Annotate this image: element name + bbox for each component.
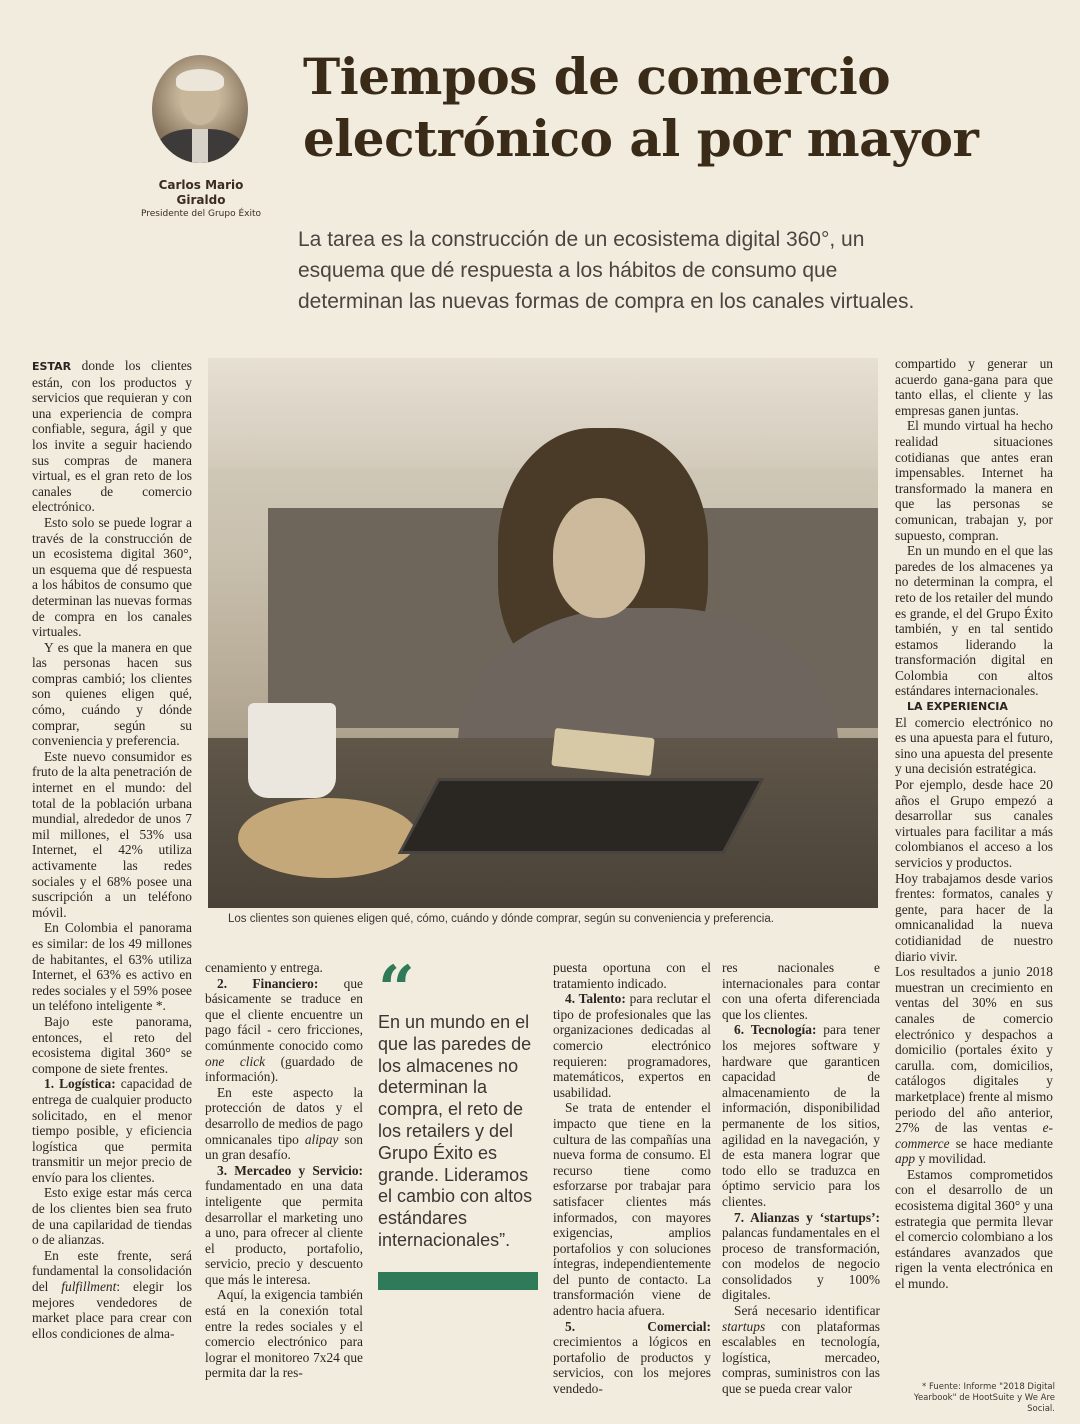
footnote: * Fuente: Informe "2018 Digital Yearbook" de HootSuite y We Are Social.	[913, 1382, 1055, 1414]
paragraph: Será necesario identificar startups con plataformas escalables en tecnología, logística, mercadeo, compras, suministros con las que se pueda crear valor	[722, 1303, 880, 1397]
column-5	[722, 960, 880, 1397]
paragraph: Por ejemplo, desde hace 20 años el Grupo empezó a desarrollar sus canales virtuales para facilitar a más colombianos el acceso a los servicios y productos.	[895, 777, 1053, 870]
photo-caption: Los clientes son quienes eligen qué, cómo, cuándo y dónde comprar, según su conveniencia y preferencia.	[228, 913, 774, 925]
quote-bar	[378, 1272, 538, 1290]
author-role: Presidente del Grupo Éxito	[141, 209, 261, 219]
article-dek: La tarea es la construcción de un ecosistema digital 360°, un esquema que dé respuesta a los hábitos de consumo que determinan las nuevas formas de compra en los canales virtuales.	[298, 228, 915, 313]
paragraph: Esto solo se puede lograr a través de la construcción de un ecosistema digital 360°, un esquema que dé respuesta a los hábitos de consumo que determinan las nuevas formas de compra en los canales virtuales.	[32, 514, 192, 640]
paragraph: En Colombia el panorama es similar: de los 49 millones de habitantes, el 63% utiliza Internet, el 63% es activo en redes sociales y el 59% posee un teléfono inteligente *.	[32, 920, 192, 1014]
paragraph: En un mundo en el que las paredes de los almacenes ya no determinan la compra, el reto de los retailer del mundo es grande, el del Grupo Éxito también, y en tal sentido estamos liderando la transformación digital en Colombia con altos estándares internacionales.	[895, 543, 1053, 699]
paragraph: Aquí, la exigencia también está en la conexión total entre la redes sociales y el comercio electrónico para lograr el monitoreo 7x24 que permita dar la res-	[205, 1287, 363, 1381]
author-name: Carlos Mario Giraldo	[158, 178, 244, 207]
column-4	[553, 960, 711, 1397]
paragraph: 3. Mercadeo y Servicio: fundamentado en una data inteligente que permita desarrollar el marketing uno a uno, para ofrecer al cliente el producto, portafolio, servicio, precio y descuento que más le interesa.	[205, 1162, 363, 1287]
quote-mark-icon: “	[378, 952, 415, 1027]
paragraph: 7. Alianzas y ‘startups’: palancas fundamentales en el proceso de transformación, con modelos de negocio consolidados y 100% digitales.	[722, 1209, 880, 1303]
column-2	[205, 960, 363, 1381]
paragraph: Hoy trabajamos desde varios frentes: formatos, canales y gente, para hacer de la omnicanalidad la nueva cotidianidad de nuestro diario vivir.	[895, 870, 1053, 964]
paragraph: res nacionales e internacionales para contar con una oferta diferenciada que los clientes.	[722, 960, 880, 1022]
paragraph: 4. Talento: para reclutar el tipo de profesionales que las organizaciones dedicadas al comercio electrónico requieren: programadores, matemáticos, expertos en usabilidad.	[553, 991, 711, 1100]
column-1: ESTAR donde los clientes están, con los productos y servicios que requieran y con una experiencia de compra confiable, segura, ágil y que los invite a seguir haciendo sus compras de manera virtual, es el gran reto de los canales de comercio electrónico. Esto solo se puede lograr a través de la construcción de un ecosistema digital 360°, un esquema que dé respuesta a los hábitos de consumo que determinan las nuevas formas de compra en los canales virtuales. Y es que la manera en que las personas hacen sus compras cambió; los clientes son quienes eligen qué, cómo, cuándo y dónde comprar, según su conveniencia y preferencia. Este nuevo consumidor es fruto de la alta penetración de internet en el mundo: del total de la población urbana mundial, alrededor de unos 7 mil millones, el 53% usa Internet, el 42% utiliza activamente las redes sociales y el 68% posee una suscripción a un teléfono móvil. En Colombia el panorama es similar: de los 49 millones de habitantes, el 63% utiliza Internet, el 63% es activo en redes sociales y el 59% posee un teléfono inteligente *. Bajo este panorama, entonces, el reto del ecosistema digital 360° se compone de siete frentes. 1. Logística: capacidad de entrega de cualquier producto solicitado, en el menor tiempo posible, y eficiencia logística que permita transmitir un mejor precio de envío para los clientes. Esto exige estar más cerca de los clientes bien sea fruto de una capilaridad de tiendas o de alianzas. En este frente, será fundamental la consolidación del fulfillment: elegir los mejores vendedores de market place para crear con ellos condiciones de alma-	[32, 358, 193, 1341]
paragraph: puesta oportuna con el tratamiento indicado.	[553, 960, 711, 991]
paragraph: 1. Logística: capacidad de entrega de cualquier producto solicitado, en el menor tiempo posible, y eficiencia logística que permita transmitir un mejor precio de envío para los clientes.	[32, 1076, 193, 1185]
paragraph: Bajo este panorama, entonces, el reto del ecosistema digital 360° se compone de siete frentes.	[32, 1013, 192, 1076]
pull-quote: En un mundo en el que las paredes de los almacenes no determinan la compra, el reto de los retailers y del Grupo Éxito es grande. Lideramos el cambio con altos estándares internacionales”.	[378, 1012, 533, 1250]
paragraph: 2. Financiero: que básicamente se traduce en que el cliente encuentre un pago fácil - cero fricciones, comúnmente conocido como one click (guardado de información).	[205, 975, 363, 1085]
section-subhead: LA EXPERIENCIA	[907, 700, 1008, 714]
author-photo	[152, 55, 248, 163]
paragraph: compartido y generar un acuerdo gana-gana para que tanto ellas, el cliente y las empresas ganen juntas.	[895, 356, 1053, 418]
paragraph: El mundo virtual ha hecho realidad situaciones cotidianas que antes eran impensables. Internet ha transformado la manera en que las personas se comunican, trabajan y, por supuesto, compran.	[895, 418, 1053, 543]
lead-word: ESTAR	[32, 360, 72, 373]
paragraph: Se trata de entender el impacto que tiene en la cultura de las compañías una nueva forma de consumo. El recurso tiene como esforzarse por trabajar para satisfacer clientes más informados, con mayores exigencias, amplios portafolios y con soluciones íntegras, independientemente del punto de contacto. La transformación viene de adentro hacia afuera.	[553, 1100, 711, 1319]
paragraph: 6. Tecnología: para tener los mejores software y hardware que garanticen capacidad de almacenamiento de la información, disponibilidad permanente de los sitios, agilidad en la navegación, y de esta manera lograr que todo ello se traduzca en óptimo servicio para los clientes.	[722, 1022, 881, 1209]
paragraph: Este nuevo consumidor es fruto de la alta penetración de internet en el mundo: del total de la población urbana mundial, alrededor de unos 7 mil millones, el 53% usa Internet, el 42% utiliza activamente las redes sociales y el 68% posee una suscripción a un teléfono móvil.	[32, 748, 192, 920]
article-headline: Tiempos de comercio electrónico al por mayor	[303, 47, 979, 168]
paragraph: Los resultados a junio 2018 muestran un crecimiento en ventas del 30% en sus canales de comercio electrónico y despachos a domicilio (portales éxito y carulla. com, domicilios, catálogos digitales y marketplace) frente al mismo periodo del año anterior, 27% de las ventas e-commerce se hace mediante app y movilidad.	[895, 964, 1053, 1167]
paragraph: Y es que la manera en que las personas hacen sus compras cambió; los clientes son quienes eligen qué, cómo, cuándo y dónde comprar, según su conveniencia y preferencia.	[32, 639, 192, 749]
article-photo	[208, 358, 878, 908]
paragraph: En este aspecto la protección de datos y el desarrollo de medios de pago omnicanales tipo alipay son un gran desafío.	[205, 1084, 363, 1163]
paragraph: En este frente, será fundamental la consolidación del fulfillment: elegir los mejores vendedores de market place para crear con ellos condiciones de alma-	[32, 1247, 192, 1341]
paragraph: cenamiento y entrega.	[205, 960, 323, 975]
paragraph: El comercio electrónico no es una apuesta para el futuro, sino una apuesta del presente y una decisión estratégica.	[895, 714, 1053, 777]
column-6	[895, 356, 1053, 1292]
paragraph: Esto exige estar más cerca de los clientes bien sea fruto de una capilaridad de tiendas o de alianzas.	[32, 1185, 192, 1248]
paragraph: Estamos comprometidos con el desarrollo de un ecosistema digital 360° y una estrategia que permita llevar el comercio colombiano a los estándares avanzados que rigen la venta electrónica en el mundo.	[895, 1166, 1053, 1292]
paragraph: 5. Comercial: crecimientos a lógicos en portafolio de productos y servicios, con los mejores vendedo-	[553, 1318, 711, 1397]
